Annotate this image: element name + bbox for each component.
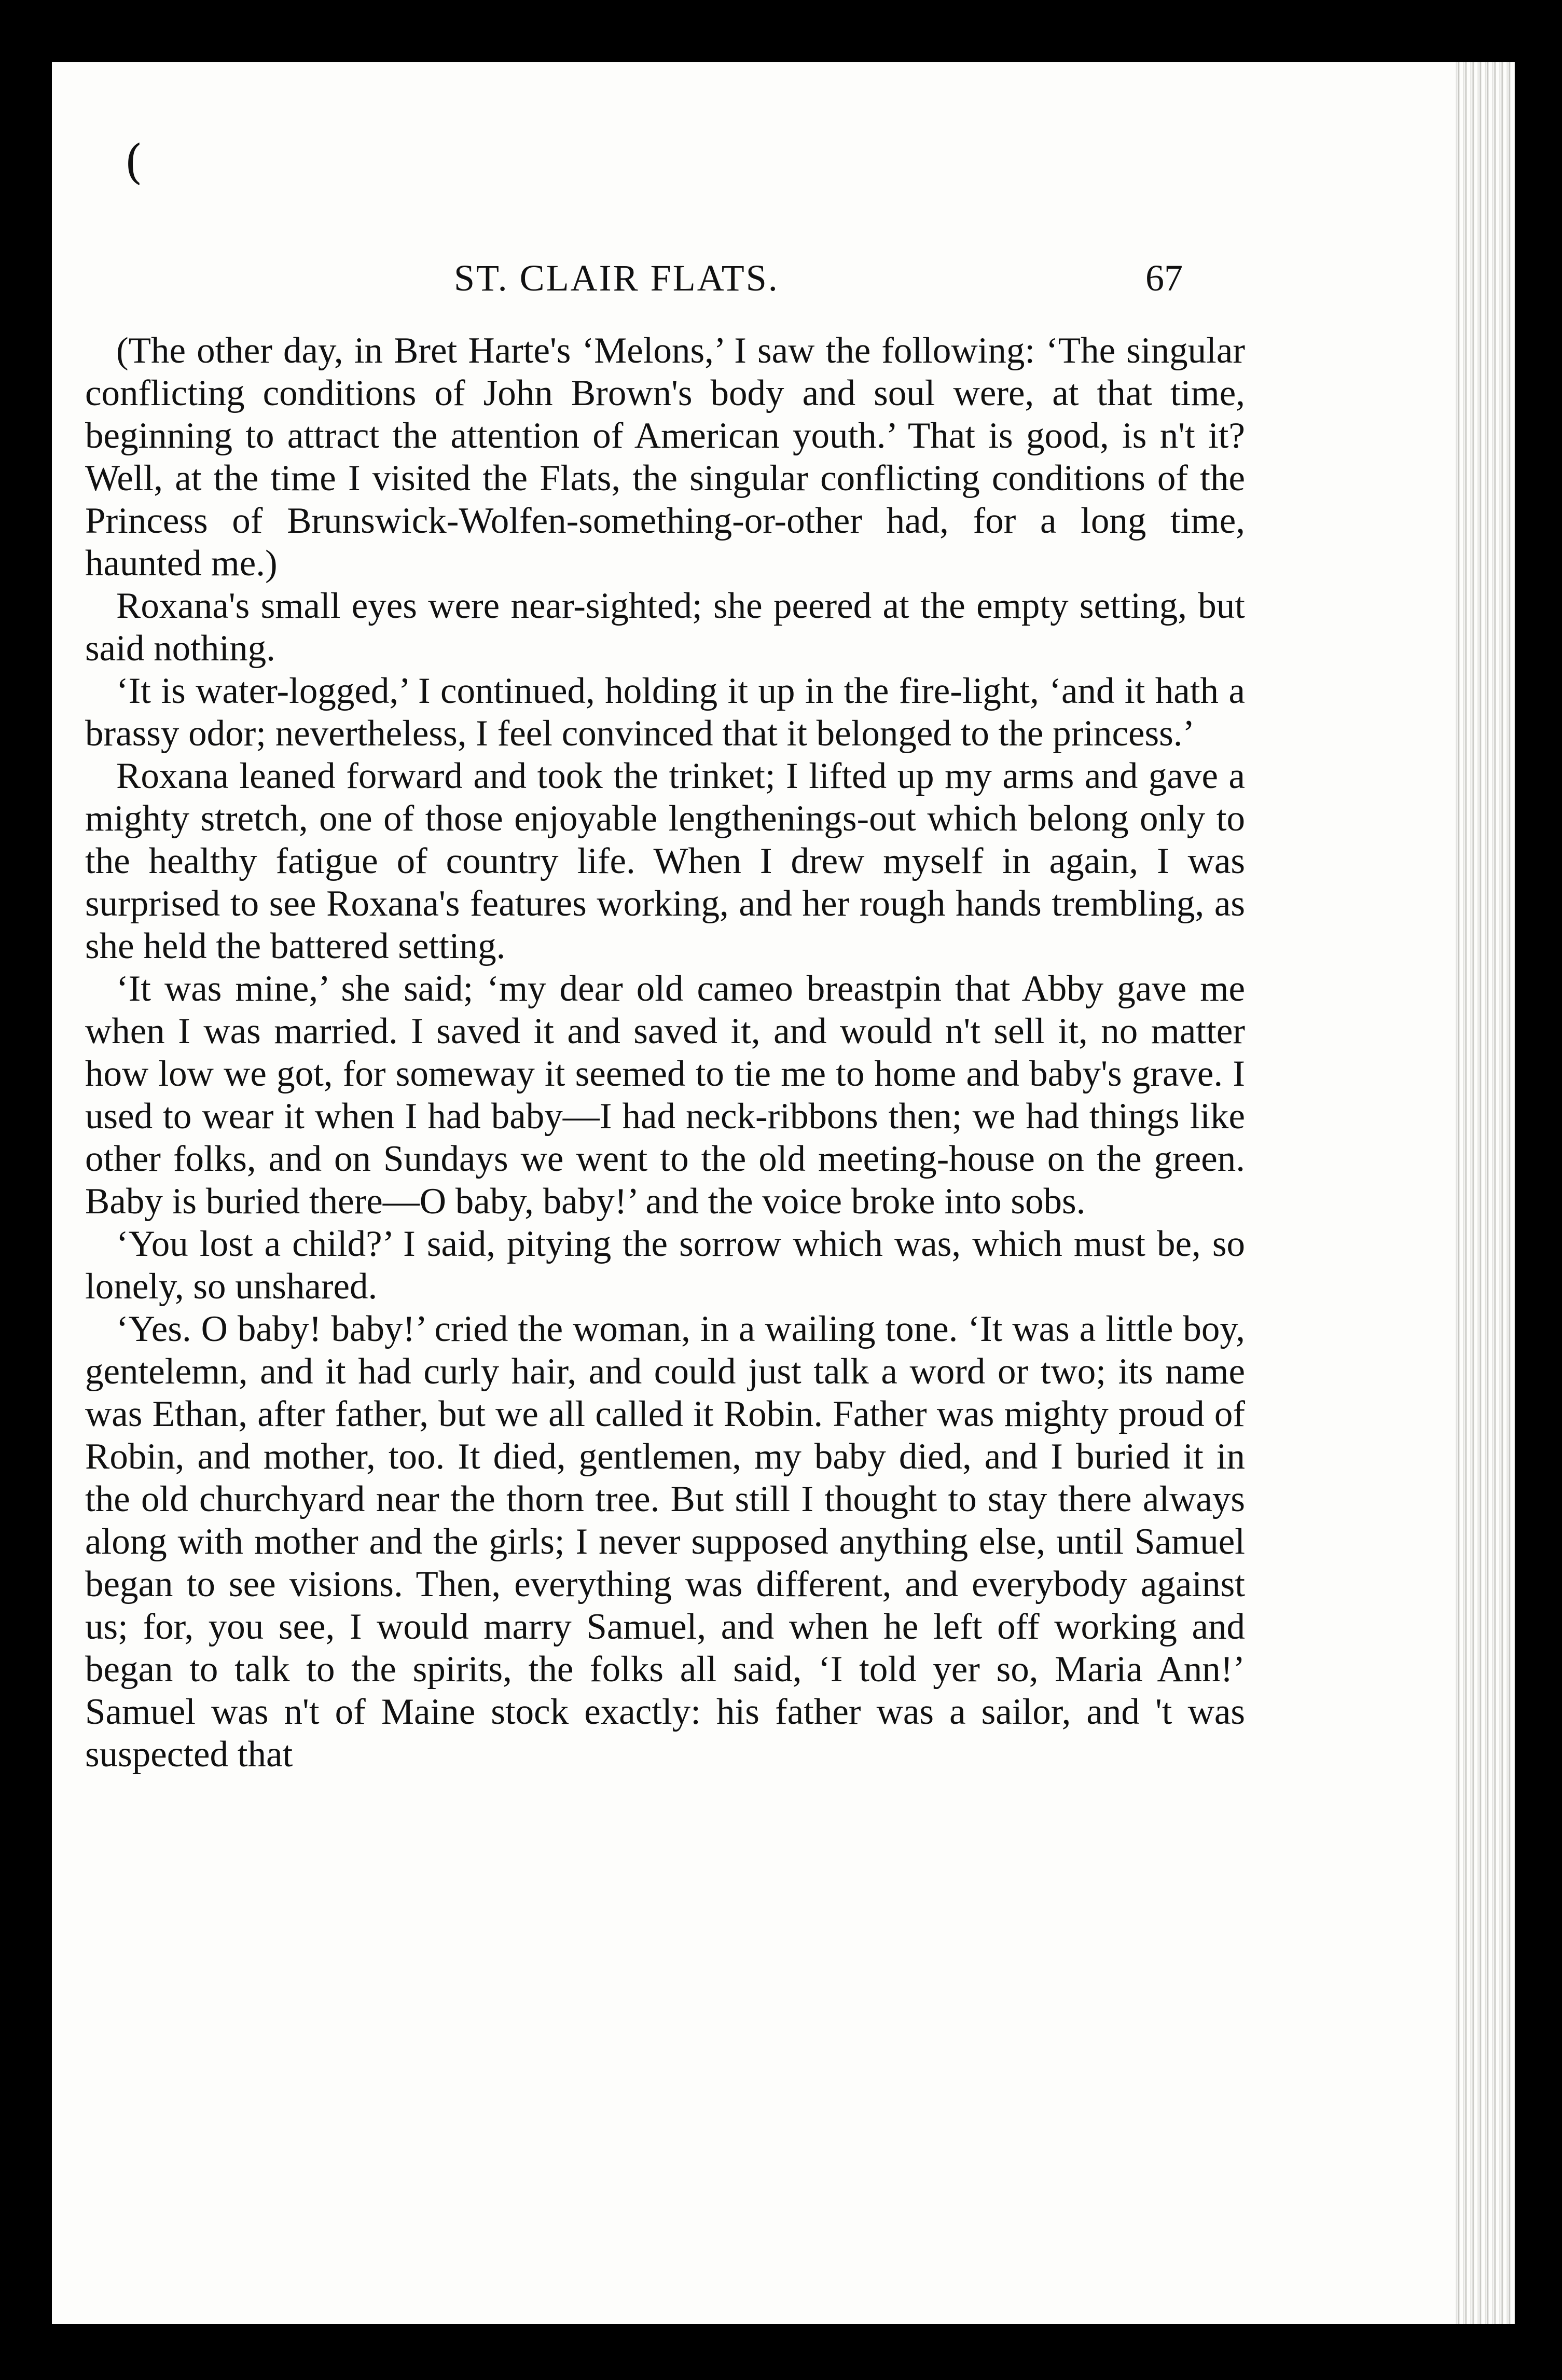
paragraph: ‘It was mine,’ she said; ‘my dear old cameo breastpin that Abby gave me when I was married. I saved it and saved it, and would n't sell it, no matter how low we got, for someway it seemed to tie me to home and baby's grave. I used to wear it when I had baby—I had neck-ribbons then; we had things like other folks, and on Sundays we went to the old meeting-house on the green. Baby is buried there—O baby, baby!’ and the voice broke into sobs. — [85, 968, 1245, 1222]
paragraph: Roxana leaned forward and took the trinket; I lifted up my arms and gave a mighty stretch, one of those enjoyable lengthenings-out which belong only to the healthy fatigue of country life. When I drew myself in again, I was surprised to see Roxana's features working, and her rough hands trembling, as she held the battered setting. — [85, 756, 1245, 966]
book-page — [52, 62, 1453, 2324]
paragraph: Roxana's small eyes were near-sighted; she peered at the empty setting, but said nothing. — [85, 586, 1245, 669]
page-number: 67 — [1145, 257, 1183, 299]
page-edge — [1453, 62, 1515, 2324]
body-text — [85, 329, 1245, 1776]
running-head — [52, 257, 1453, 314]
running-title: ST. CLAIR FLATS. — [454, 257, 779, 299]
margin-pencil-mark: ( — [125, 135, 143, 189]
paragraph: ‘You lost a child?’ I said, pitying the sorrow which was, which must be, so lonely, so unshared. — [85, 1224, 1245, 1307]
paragraph: (The other day, in Bret Harte's ‘Melons,’ I saw the following: ‘The singular conflicting conditions of John Brown's body and soul were, at that time, beginning to attract the attention of American youth.’ That is good, is n't it? Well, at the time I visited the Flats, the singular conflicting conditions of the Princess of Brunswick-Wolfen-something-or-other had, for a long time, haunted me.) — [85, 330, 1245, 584]
paragraph: ‘It is water-logged,’ I continued, holding it up in the fire-light, ‘and it hath a brassy odor; nevertheless, I feel convinced that it belonged to the princess.’ — [85, 671, 1245, 754]
paragraph: ‘Yes. O baby! baby!’ cried the woman, in a wailing tone. ‘It was a little boy, gentelemn, and it had curly hair, and could just talk a word or two; its name was Ethan, after father, but we all called it Robin. Father was mighty proud of Robin, and mother, too. It died, gentlemen, my baby died, and I buried it in the old churchyard near the thorn tree. But still I thought to stay there always along with mother and the girls; I never supposed anything else, until Samuel began to see visions. Then, everything was different, and everybody against us; for, you see, I would marry Samuel, and when he left off working and began to talk to the spirits, the folks all said, ‘I told yer so, Maria Ann!’ Samuel was n't of Maine stock exactly: his father was a sailor, and 't was suspected that — [85, 1309, 1245, 1775]
